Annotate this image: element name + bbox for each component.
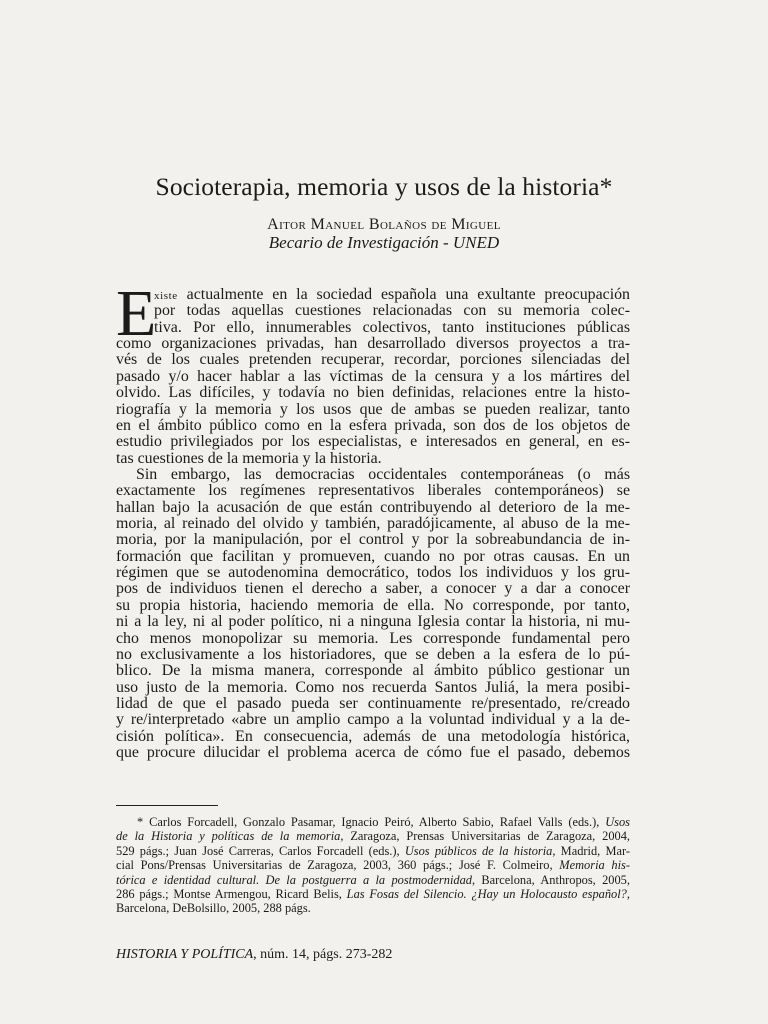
footnote — [116, 815, 630, 916]
body-line: lidad de que el pasado pueda ser continuamente re/presentado, re/creado — [116, 695, 630, 712]
body-line: pos de individuos tienen el derecho a saber, a conocer y a dar a conocer — [116, 581, 630, 598]
article-title: Socioterapia, memoria y usos de la historia* — [155, 172, 613, 201]
body-line: tas cuestiones de la memoria y la historia. — [116, 450, 382, 467]
body-line: cho menos monopolizar su memoria. Les corresponde fundamental pero — [116, 630, 630, 647]
body-line: su propia historia, haciendo memoria de ella. No corresponde, por tanto, — [116, 597, 630, 614]
page-footer — [116, 947, 392, 963]
body-line: olvido. Las difíciles, y todavía no bien definidas, relaciones entre la histo- — [116, 385, 630, 402]
body-line: no exclusivamente a los historiadores, que se deben a la esfera de lo pú- — [116, 646, 630, 663]
body-line: por todas aquellas cuestiones relacionadas con su memoria colec- — [154, 303, 630, 320]
footnote-line: de la Historia y políticas de la memoria, Zaragoza, Prensas Universitarias de Zaragoza, 2004, — [116, 829, 630, 844]
footnote-line: tórica e identidad cultural. De la postguerra a la postmodernidad, Barcelona, Anthropos, 2005, — [116, 872, 630, 887]
body-line: exactamente los regímenes representativos liberales contemporáneos) se — [116, 483, 630, 500]
body-line: riografía y la memoria y los usos que de ambas se pueden realizar, tanto — [116, 401, 630, 418]
body-line: tiva. Por ello, innumerables colectivos, tanto instituciones públicas — [154, 319, 630, 336]
body-line: hallan bajo la acusación de que están contribuyendo al deterioro de la me- — [116, 499, 630, 516]
body-text — [116, 277, 630, 762]
author-name: Aitor Manuel Bolaños de Miguel — [267, 216, 501, 233]
body-line: Sin embargo, las democracias occidentales contemporáneas (o más — [136, 466, 630, 483]
body-line: régimen que se autodenomina democrático, todos los individuos y los gru- — [116, 565, 630, 582]
body-line: ni a la ley, ni al poder político, ni a ninguna Iglesia contar la historia, ni mu- — [116, 614, 630, 631]
footnote-line: * Carlos Forcadell, Gonzalo Pasamar, Ignacio Peiró, Alberto Sabio, Rafael Valls (eds.), Usos — [137, 815, 630, 829]
footnote-marker: * — [137, 815, 144, 829]
issue-pages: , núm. 14, págs. 273-282 — [253, 947, 393, 962]
body-line: xiste actualmente en la sociedad española una exultante preocupación — [154, 287, 630, 303]
body-line: moria, por la manipulación, por el control y por la sobreabundancia de in- — [116, 532, 630, 549]
body-line: que procure dilucidar el problema acerca de cómo fue el pasado, debemos — [116, 745, 630, 762]
body-line: pasado y/o hacer hablar a las víctimas de la censura y a los mártires del — [116, 368, 630, 385]
footnote-divider — [116, 805, 218, 806]
footnote-line: Barcelona, DeBolsillo, 2005, 288 págs. — [116, 901, 311, 916]
body-line: estudio privilegiados por los especialistas, e interesados en general, en es- — [116, 434, 630, 451]
drop-cap: E — [116, 277, 157, 350]
body-line: en el ámbito público como en la esfera privada, son dos de los objetos de — [116, 417, 630, 434]
body-line: moria, al reinado del olvido y también, paradójicamente, al abuso de la me- — [116, 516, 630, 533]
body-line: vés de los cuales pretenden recuperar, recordar, porciones silenciadas del — [116, 352, 630, 369]
author-affiliation: Becario de Investigación - UNED — [268, 233, 500, 252]
body-line: uso justo de la memoria. Como nos recuerda Santos Juliá, la mera posibi- — [116, 679, 630, 696]
footnote-line: 286 págs.; Montse Armengou, Ricard Belis, Las Fosas del Silencio. ¿Hay un Holocausto español?, — [116, 886, 630, 901]
body-line: como organizaciones privadas, han desarrollado diversos proyectos a tra- — [116, 336, 630, 353]
first-word-small-caps: xiste — [154, 290, 178, 302]
body-line: blico. De la misma manera, corresponde al ámbito público gestionar un — [116, 663, 630, 680]
footnote-line: cial Pons/Prensas Universitarias de Zaragoza, 2003, 360 págs.; José F. Colmeiro, Memoria his- — [116, 858, 630, 873]
body-line: cisión política». En consecuencia, además de una metodología histórica, — [116, 728, 630, 745]
footnote-line: 529 págs.; Juan José Carreras, Carlos Forcadell (eds.), Usos públicos de la historia, Madrid, Mar- — [116, 843, 630, 858]
journal-name: HISTORIA Y POLÍTICA — [116, 947, 254, 962]
body-line: y re/interpretado «abre un amplio campo a la voluntad individual y a la de- — [116, 712, 630, 729]
body-line: formación que facilitan y promueven, cuando no por otras causas. En un — [116, 548, 630, 565]
